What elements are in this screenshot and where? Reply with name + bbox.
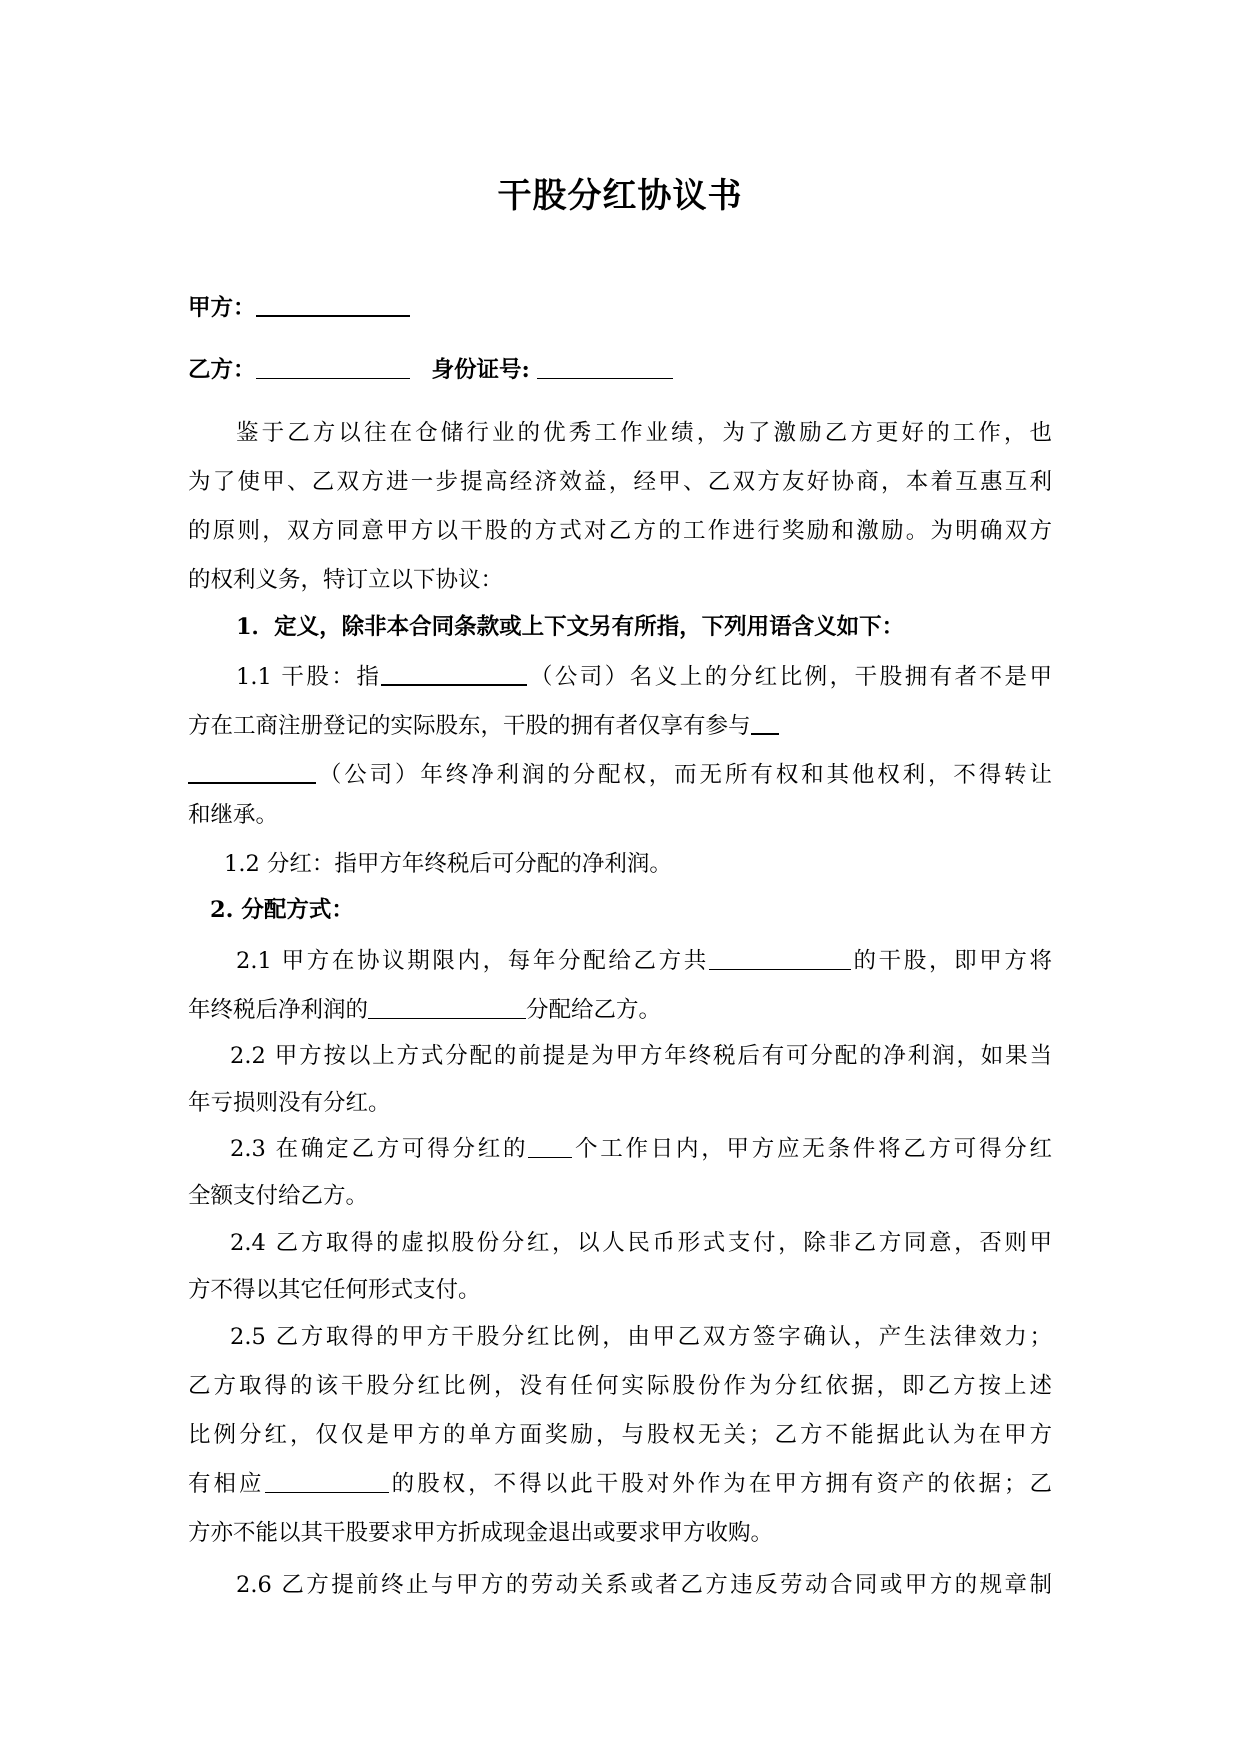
party-a-label: 甲方： — [188, 295, 256, 321]
party-a-line — [188, 293, 1052, 323]
id-label: 身份证号: — [431, 357, 530, 383]
clause-2-5-line: 乙方取得的该干股分红比例，没有任何实际股份作为分红依据，即乙方按上述 — [188, 1373, 1052, 1399]
share-ratio-blank[interactable] — [709, 947, 851, 970]
clause-text: 1.1 干股：指 — [236, 664, 382, 690]
clause-text: 2.1 甲方在协议期限内，每年分配给乙方共 — [236, 948, 709, 974]
section-1-heading: 1．定义，除非本合同条款或上下文另有所指，下列用语含义如下： — [236, 614, 905, 640]
working-days-blank[interactable] — [528, 1135, 572, 1158]
clause-text: 年终税后净利润的 — [188, 997, 369, 1023]
clause-1-1-line — [236, 662, 1052, 692]
company-name-blank[interactable] — [188, 760, 316, 784]
clause-2-1-line — [188, 995, 1052, 1025]
id-number-blank[interactable] — [537, 356, 673, 379]
clause-text: 2.3 在确定乙方可得分红的 — [230, 1136, 529, 1162]
clause-2-4-line: 2.4 乙方取得的虚拟股份分红，以人民币形式支付，除非乙方同意，否则甲 — [230, 1230, 1052, 1256]
clause-text: （公司）年终净利润的分配权，而无所有权和其他权利，不得转让 — [316, 762, 1052, 788]
company-name-blank[interactable] — [751, 711, 779, 735]
clause-1-2: 1.2 分红：指甲方年终税后可分配的净利润。 — [224, 851, 672, 877]
clause-2-3-line — [230, 1134, 1052, 1164]
party-b-blank[interactable] — [256, 356, 410, 379]
clause-text: 方在工商注册登记的实际股东，干股的拥有者仅享有参与 — [188, 713, 751, 739]
preamble-line: 为了使甲、乙双方进一步提高经济效益，经甲、乙双方友好协商，本着互惠互利 — [188, 469, 1052, 495]
clause-2-5-line: 比例分红，仅仅是甲方的单方面奖励，与股权无关；乙方不能据此认为在甲方 — [188, 1422, 1052, 1448]
company-name-blank[interactable] — [381, 662, 527, 686]
party-a-blank[interactable] — [256, 293, 410, 317]
party-b-label: 乙方： — [188, 357, 256, 383]
clause-text: 有相应 — [188, 1471, 265, 1497]
clause-text: 的股权，不得以此干股对外作为在甲方拥有资产的依据；乙 — [388, 1471, 1052, 1497]
section-2-heading: 2. 分配方式： — [210, 897, 354, 923]
clause-2-5-line: 方亦不能以其干股要求甲方折成现金退出或要求甲方收购。 — [188, 1520, 774, 1546]
preamble-line: 的原则，双方同意甲方以干股的方式对乙方的工作进行奖励和激励。为明确双方 — [188, 518, 1052, 544]
clause-text: 的干股，即甲方将 — [850, 948, 1052, 974]
clause-2-4-line: 方不得以其它任何形式支付。 — [188, 1277, 481, 1303]
clause-2-1-line — [236, 946, 1052, 976]
clause-1-1-line — [188, 711, 1052, 741]
document-title: 干股分红协议书 — [497, 176, 743, 216]
preamble-line: 的权利义务，特订立以下协议： — [188, 567, 504, 593]
profit-ratio-blank[interactable] — [368, 996, 526, 1019]
clause-1-1-line: 和继承。 — [188, 802, 279, 828]
clause-2-2-line: 2.2 甲方按以上方式分配的前提是为甲方年终税后有可分配的净利润，如果当 — [230, 1043, 1052, 1069]
clause-text: （公司）名义上的分红比例，干股拥有者不是甲 — [527, 664, 1052, 690]
clause-text: 分配给乙方。 — [526, 997, 662, 1023]
clause-text: 个工作日内，甲方应无条件将乙方可得分红 — [572, 1136, 1052, 1162]
clause-2-2-line: 年亏损则没有分红。 — [188, 1090, 391, 1116]
party-b-line — [188, 355, 1052, 385]
clause-2-3-line: 全额支付给乙方。 — [188, 1183, 369, 1209]
clause-1-1-line — [188, 760, 1052, 790]
clause-2-5-line: 2.5 乙方取得的甲方干股分红比例，由甲乙双方签字确认，产生法律效力； — [230, 1324, 1052, 1350]
preamble-line: 鉴于乙方以往在仓储行业的优秀工作业绩，为了激励乙方更好的工作，也 — [236, 420, 1052, 446]
equity-blank[interactable] — [265, 1470, 389, 1493]
clause-2-5-line — [188, 1469, 1052, 1499]
clause-2-6-line: 2.6 乙方提前终止与甲方的劳动关系或者乙方违反劳动合同或甲方的规章制 — [236, 1572, 1052, 1598]
